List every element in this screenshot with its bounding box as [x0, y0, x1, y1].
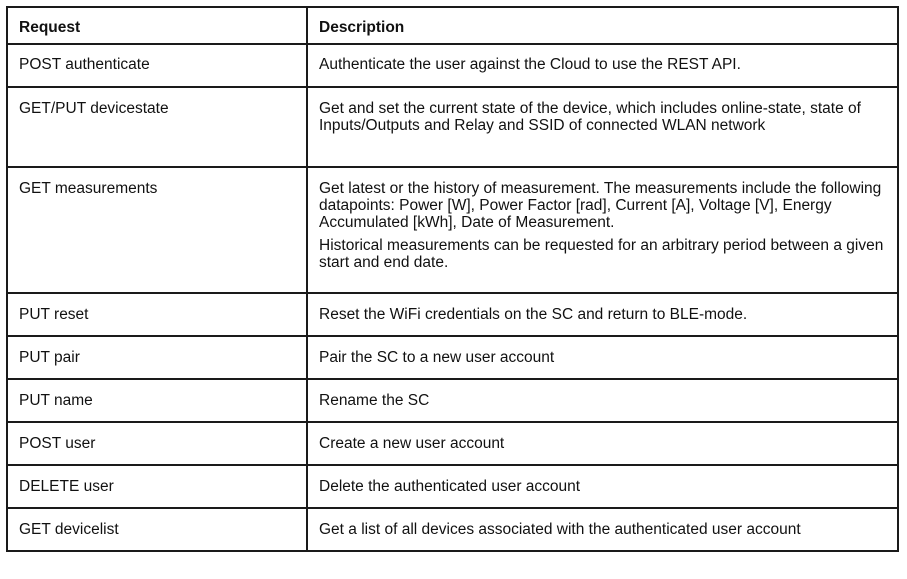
description-cell [307, 465, 898, 508]
request-cell: DELETE user [7, 465, 307, 508]
table-row [7, 508, 898, 551]
column-header-request: Request [7, 7, 307, 44]
description-cell [307, 508, 898, 551]
request-cell: POST user [7, 422, 307, 465]
table-row [7, 87, 898, 167]
description-cell [307, 167, 898, 293]
request-cell: GET/PUT devicestate [7, 87, 307, 167]
request-cell: PUT name [7, 379, 307, 422]
request-cell: PUT pair [7, 336, 307, 379]
description-text: Reset the WiFi credentials on the SC and return to BLE-mode. [319, 306, 748, 323]
table-row [7, 44, 898, 87]
description-cell [307, 336, 898, 379]
table-row [7, 422, 898, 465]
description-cell [307, 44, 898, 87]
description-text: Get and set the current state of the device, which includes online-state, state of Inputs/Outputs and Relay and SSID of connected WLAN network [319, 100, 861, 134]
request-cell: PUT reset [7, 293, 307, 336]
table-row [7, 167, 898, 293]
description-cell [307, 422, 898, 465]
table-row [7, 465, 898, 508]
description-text: Pair the SC to a new user account [319, 349, 555, 366]
description-text: Get latest or the history of measurement. The measurements include the following datapoints: Power [W], Power Factor [rad], Current [A], Voltage [V], Energy Accumulated [kWh], Date of Measurement. [319, 180, 882, 231]
table-row [7, 293, 898, 336]
description-text: Rename the SC [319, 392, 430, 409]
description-text: Get a list of all devices associated with the authenticated user account [319, 521, 801, 538]
description-text: Create a new user account [319, 435, 505, 452]
description-text: Delete the authenticated user account [319, 478, 581, 495]
table-header-row [7, 7, 898, 44]
description-cell [307, 379, 898, 422]
description-cell [307, 87, 898, 167]
table-row [7, 379, 898, 422]
api-requests-table [6, 6, 899, 552]
description-text: Historical measurements can be requested for an arbitrary period between a given start and end date. [319, 237, 884, 271]
column-header-description: Description [307, 7, 898, 44]
request-cell: POST authenticate [7, 44, 307, 87]
description-text: Authenticate the user against the Cloud to use the REST API. [319, 56, 741, 73]
table-row [7, 336, 898, 379]
request-cell: GET measurements [7, 167, 307, 293]
description-cell [307, 293, 898, 336]
request-cell: GET devicelist [7, 508, 307, 551]
